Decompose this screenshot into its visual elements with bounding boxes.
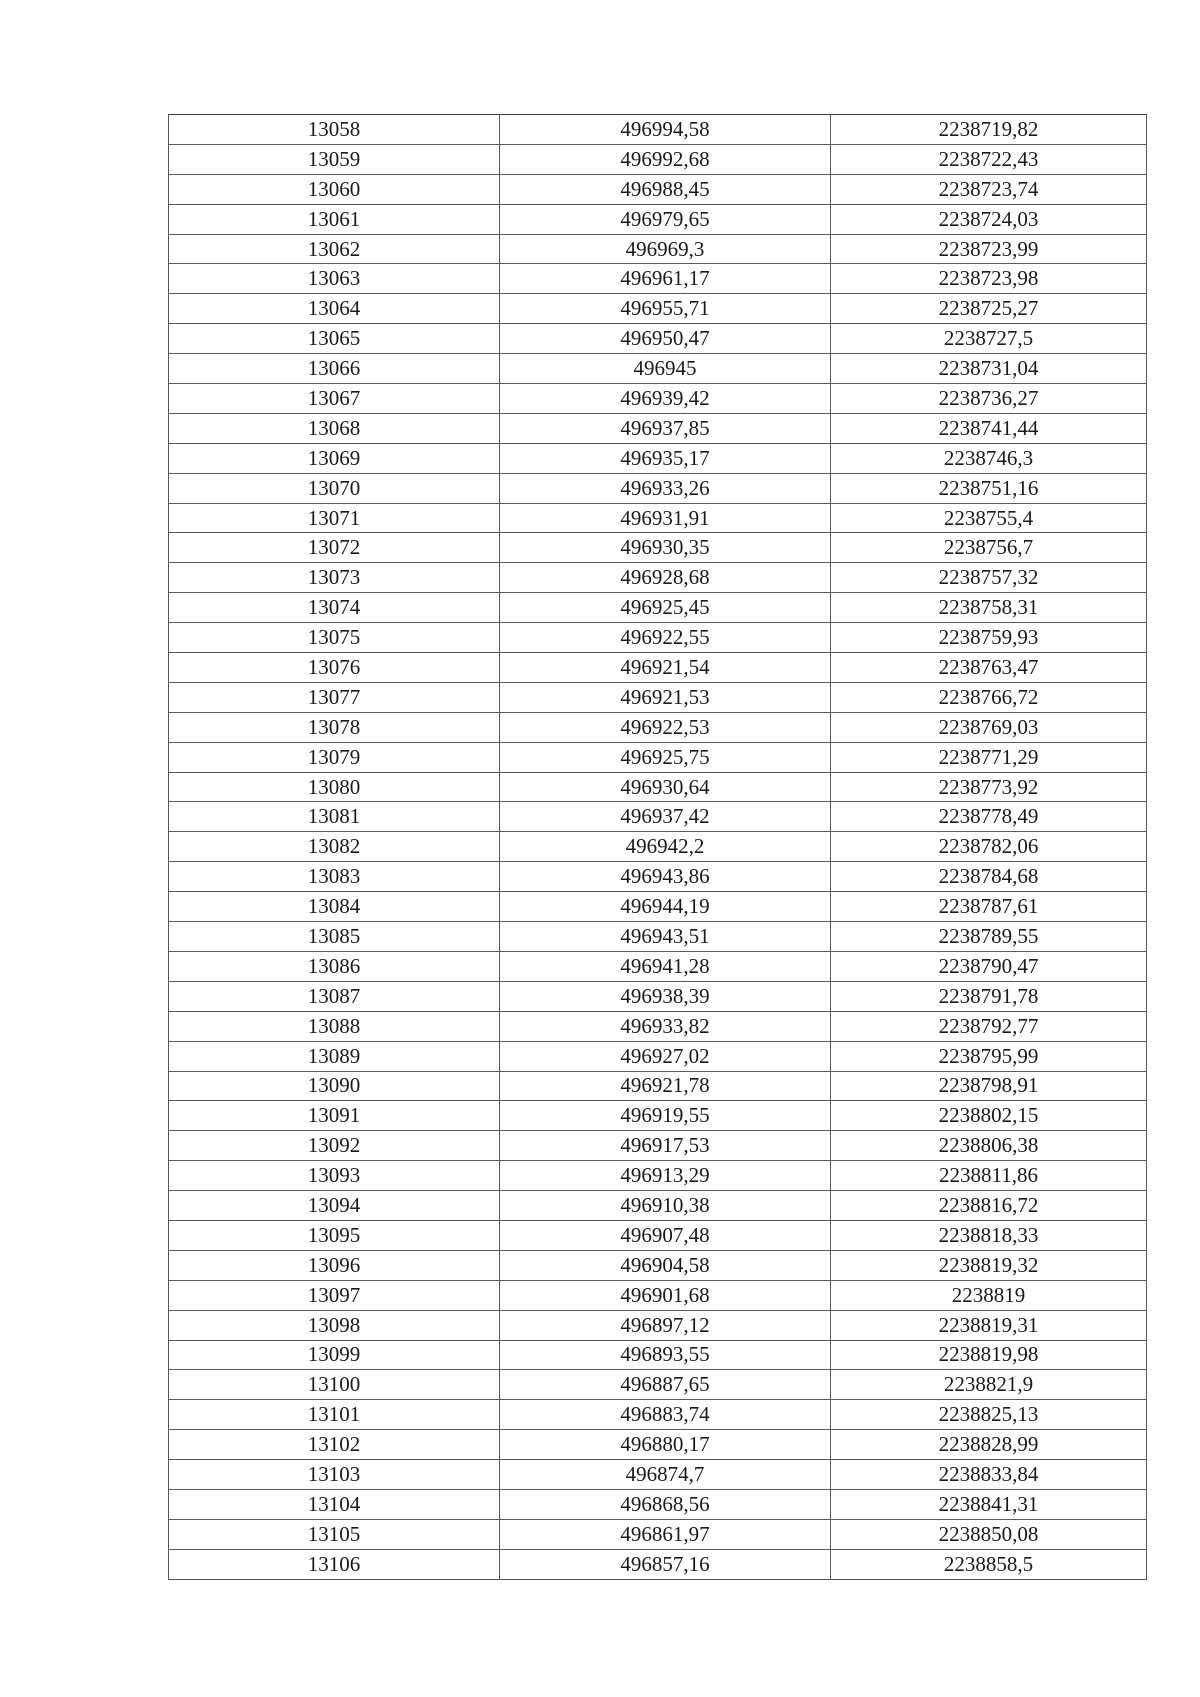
point-number-cell: 13094: [169, 1191, 500, 1221]
coordinates-table: [168, 114, 1147, 1580]
x-coordinate-cell: 496925,45: [500, 593, 831, 623]
y-coordinate-cell: 2238858,5: [831, 1549, 1147, 1579]
x-coordinate-cell: 496922,55: [500, 623, 831, 653]
point-number-cell: 13088: [169, 1011, 500, 1041]
table-row: [169, 443, 1147, 473]
table-row: [169, 951, 1147, 981]
table-row: [169, 1460, 1147, 1490]
y-coordinate-cell: 2238736,27: [831, 384, 1147, 414]
point-number-cell: 13091: [169, 1101, 500, 1131]
y-coordinate-cell: 2238751,16: [831, 473, 1147, 503]
point-number-cell: 13079: [169, 742, 500, 772]
x-coordinate-cell: 496927,02: [500, 1041, 831, 1071]
point-number-cell: 13103: [169, 1460, 500, 1490]
x-coordinate-cell: 496901,68: [500, 1280, 831, 1310]
point-number-cell: 13102: [169, 1430, 500, 1460]
table-row: [169, 324, 1147, 354]
point-number-cell: 13085: [169, 922, 500, 952]
x-coordinate-cell: 496919,55: [500, 1101, 831, 1131]
table-row: [169, 1370, 1147, 1400]
point-number-cell: 13099: [169, 1340, 500, 1370]
y-coordinate-cell: 2238723,99: [831, 234, 1147, 264]
y-coordinate-cell: 2238819: [831, 1280, 1147, 1310]
x-coordinate-cell: 496941,28: [500, 951, 831, 981]
table-row: [169, 802, 1147, 832]
table-row: [169, 1280, 1147, 1310]
y-coordinate-cell: 2238850,08: [831, 1519, 1147, 1549]
table-row: [169, 234, 1147, 264]
table-row: [169, 772, 1147, 802]
table-row: [169, 1250, 1147, 1280]
point-number-cell: 13061: [169, 204, 500, 234]
point-number-cell: 13064: [169, 294, 500, 324]
table-row: [169, 264, 1147, 294]
point-number-cell: 13096: [169, 1250, 500, 1280]
y-coordinate-cell: 2238759,93: [831, 623, 1147, 653]
table-row: [169, 384, 1147, 414]
point-number-cell: 13059: [169, 144, 500, 174]
point-number-cell: 13078: [169, 712, 500, 742]
point-number-cell: 13082: [169, 832, 500, 862]
x-coordinate-cell: 496943,51: [500, 922, 831, 952]
y-coordinate-cell: 2238722,43: [831, 144, 1147, 174]
x-coordinate-cell: 496994,58: [500, 115, 831, 145]
y-coordinate-cell: 2238771,29: [831, 742, 1147, 772]
y-coordinate-cell: 2238723,98: [831, 264, 1147, 294]
point-number-cell: 13100: [169, 1370, 500, 1400]
y-coordinate-cell: 2238787,61: [831, 892, 1147, 922]
x-coordinate-cell: 496950,47: [500, 324, 831, 354]
table-row: [169, 1489, 1147, 1519]
y-coordinate-cell: 2238819,31: [831, 1310, 1147, 1340]
x-coordinate-cell: 496955,71: [500, 294, 831, 324]
y-coordinate-cell: 2238816,72: [831, 1191, 1147, 1221]
table-row: [169, 563, 1147, 593]
x-coordinate-cell: 496988,45: [500, 174, 831, 204]
y-coordinate-cell: 2238819,98: [831, 1340, 1147, 1370]
x-coordinate-cell: 496937,42: [500, 802, 831, 832]
y-coordinate-cell: 2238778,49: [831, 802, 1147, 832]
table-row: [169, 174, 1147, 204]
table-row: [169, 832, 1147, 862]
table-row: [169, 653, 1147, 683]
table-row: [169, 1041, 1147, 1071]
x-coordinate-cell: 496944,19: [500, 892, 831, 922]
point-number-cell: 13073: [169, 563, 500, 593]
x-coordinate-cell: 496868,56: [500, 1489, 831, 1519]
point-number-cell: 13077: [169, 682, 500, 712]
point-number-cell: 13058: [169, 115, 500, 145]
point-number-cell: 13089: [169, 1041, 500, 1071]
table-row: [169, 533, 1147, 563]
y-coordinate-cell: 2238790,47: [831, 951, 1147, 981]
x-coordinate-cell: 496893,55: [500, 1340, 831, 1370]
y-coordinate-cell: 2238806,38: [831, 1131, 1147, 1161]
x-coordinate-cell: 496910,38: [500, 1191, 831, 1221]
x-coordinate-cell: 496887,65: [500, 1370, 831, 1400]
point-number-cell: 13097: [169, 1280, 500, 1310]
x-coordinate-cell: 496933,26: [500, 473, 831, 503]
table-row: [169, 473, 1147, 503]
y-coordinate-cell: 2238789,55: [831, 922, 1147, 952]
x-coordinate-cell: 496861,97: [500, 1519, 831, 1549]
table-row: [169, 1220, 1147, 1250]
x-coordinate-cell: 496969,3: [500, 234, 831, 264]
y-coordinate-cell: 2238769,03: [831, 712, 1147, 742]
point-number-cell: 13062: [169, 234, 500, 264]
y-coordinate-cell: 2238758,31: [831, 593, 1147, 623]
x-coordinate-cell: 496913,29: [500, 1161, 831, 1191]
table-row: [169, 1549, 1147, 1579]
point-number-cell: 13105: [169, 1519, 500, 1549]
point-number-cell: 13084: [169, 892, 500, 922]
table-row: [169, 354, 1147, 384]
point-number-cell: 13081: [169, 802, 500, 832]
point-number-cell: 13101: [169, 1400, 500, 1430]
y-coordinate-cell: 2238795,99: [831, 1041, 1147, 1071]
table-row: [169, 204, 1147, 234]
point-number-cell: 13090: [169, 1071, 500, 1101]
x-coordinate-cell: 496928,68: [500, 563, 831, 593]
x-coordinate-cell: 496897,12: [500, 1310, 831, 1340]
y-coordinate-cell: 2238719,82: [831, 115, 1147, 145]
point-number-cell: 13063: [169, 264, 500, 294]
point-number-cell: 13068: [169, 413, 500, 443]
table-row: [169, 862, 1147, 892]
y-coordinate-cell: 2238833,84: [831, 1460, 1147, 1490]
point-number-cell: 13067: [169, 384, 500, 414]
table-row: [169, 1161, 1147, 1191]
x-coordinate-cell: 496921,78: [500, 1071, 831, 1101]
point-number-cell: 13074: [169, 593, 500, 623]
point-number-cell: 13092: [169, 1131, 500, 1161]
table-row: [169, 1191, 1147, 1221]
y-coordinate-cell: 2238784,68: [831, 862, 1147, 892]
point-number-cell: 13086: [169, 951, 500, 981]
table-row: [169, 1071, 1147, 1101]
table-row: [169, 623, 1147, 653]
table-row: [169, 413, 1147, 443]
table-row: [169, 1131, 1147, 1161]
y-coordinate-cell: 2238756,7: [831, 533, 1147, 563]
y-coordinate-cell: 2238828,99: [831, 1430, 1147, 1460]
x-coordinate-cell: 496992,68: [500, 144, 831, 174]
table-row: [169, 294, 1147, 324]
x-coordinate-cell: 496935,17: [500, 443, 831, 473]
point-number-cell: 13072: [169, 533, 500, 563]
table-row: [169, 922, 1147, 952]
x-coordinate-cell: 496930,35: [500, 533, 831, 563]
x-coordinate-cell: 496930,64: [500, 772, 831, 802]
y-coordinate-cell: 2238741,44: [831, 413, 1147, 443]
x-coordinate-cell: 496945: [500, 354, 831, 384]
point-number-cell: 13075: [169, 623, 500, 653]
y-coordinate-cell: 2238757,32: [831, 563, 1147, 593]
x-coordinate-cell: 496917,53: [500, 1131, 831, 1161]
point-number-cell: 13070: [169, 473, 500, 503]
table-row: [169, 1430, 1147, 1460]
y-coordinate-cell: 2238766,72: [831, 682, 1147, 712]
x-coordinate-cell: 496931,91: [500, 503, 831, 533]
y-coordinate-cell: 2238724,03: [831, 204, 1147, 234]
y-coordinate-cell: 2238819,32: [831, 1250, 1147, 1280]
y-coordinate-cell: 2238725,27: [831, 294, 1147, 324]
y-coordinate-cell: 2238723,74: [831, 174, 1147, 204]
y-coordinate-cell: 2238802,15: [831, 1101, 1147, 1131]
x-coordinate-cell: 496904,58: [500, 1250, 831, 1280]
coordinates-table-body: [169, 115, 1147, 1580]
x-coordinate-cell: 496921,53: [500, 682, 831, 712]
x-coordinate-cell: 496943,86: [500, 862, 831, 892]
point-number-cell: 13066: [169, 354, 500, 384]
table-row: [169, 682, 1147, 712]
table-row: [169, 1011, 1147, 1041]
x-coordinate-cell: 496937,85: [500, 413, 831, 443]
x-coordinate-cell: 496961,17: [500, 264, 831, 294]
x-coordinate-cell: 496921,54: [500, 653, 831, 683]
point-number-cell: 13076: [169, 653, 500, 683]
point-number-cell: 13098: [169, 1310, 500, 1340]
table-row: [169, 712, 1147, 742]
x-coordinate-cell: 496907,48: [500, 1220, 831, 1250]
y-coordinate-cell: 2238792,77: [831, 1011, 1147, 1041]
x-coordinate-cell: 496880,17: [500, 1430, 831, 1460]
table-row: [169, 742, 1147, 772]
y-coordinate-cell: 2238755,4: [831, 503, 1147, 533]
y-coordinate-cell: 2238773,92: [831, 772, 1147, 802]
point-number-cell: 13080: [169, 772, 500, 802]
x-coordinate-cell: 496925,75: [500, 742, 831, 772]
x-coordinate-cell: 496939,42: [500, 384, 831, 414]
x-coordinate-cell: 496942,2: [500, 832, 831, 862]
point-number-cell: 13060: [169, 174, 500, 204]
x-coordinate-cell: 496933,82: [500, 1011, 831, 1041]
y-coordinate-cell: 2238841,31: [831, 1489, 1147, 1519]
point-number-cell: 13069: [169, 443, 500, 473]
point-number-cell: 13071: [169, 503, 500, 533]
y-coordinate-cell: 2238825,13: [831, 1400, 1147, 1430]
y-coordinate-cell: 2238818,33: [831, 1220, 1147, 1250]
table-row: [169, 1340, 1147, 1370]
table-row: [169, 503, 1147, 533]
table-row: [169, 1400, 1147, 1430]
y-coordinate-cell: 2238746,3: [831, 443, 1147, 473]
y-coordinate-cell: 2238811,86: [831, 1161, 1147, 1191]
table-row: [169, 144, 1147, 174]
y-coordinate-cell: 2238821,9: [831, 1370, 1147, 1400]
table-row: [169, 892, 1147, 922]
x-coordinate-cell: 496883,74: [500, 1400, 831, 1430]
table-row: [169, 1519, 1147, 1549]
point-number-cell: 13095: [169, 1220, 500, 1250]
point-number-cell: 13093: [169, 1161, 500, 1191]
point-number-cell: 13104: [169, 1489, 500, 1519]
y-coordinate-cell: 2238798,91: [831, 1071, 1147, 1101]
table-row: [169, 1310, 1147, 1340]
y-coordinate-cell: 2238731,04: [831, 354, 1147, 384]
table-row: [169, 1101, 1147, 1131]
y-coordinate-cell: 2238782,06: [831, 832, 1147, 862]
x-coordinate-cell: 496922,53: [500, 712, 831, 742]
x-coordinate-cell: 496938,39: [500, 981, 831, 1011]
y-coordinate-cell: 2238763,47: [831, 653, 1147, 683]
point-number-cell: 13087: [169, 981, 500, 1011]
y-coordinate-cell: 2238727,5: [831, 324, 1147, 354]
y-coordinate-cell: 2238791,78: [831, 981, 1147, 1011]
point-number-cell: 13106: [169, 1549, 500, 1579]
point-number-cell: 13083: [169, 862, 500, 892]
x-coordinate-cell: 496979,65: [500, 204, 831, 234]
table-row: [169, 593, 1147, 623]
x-coordinate-cell: 496857,16: [500, 1549, 831, 1579]
table-row: [169, 981, 1147, 1011]
point-number-cell: 13065: [169, 324, 500, 354]
table-row: [169, 115, 1147, 145]
x-coordinate-cell: 496874,7: [500, 1460, 831, 1490]
